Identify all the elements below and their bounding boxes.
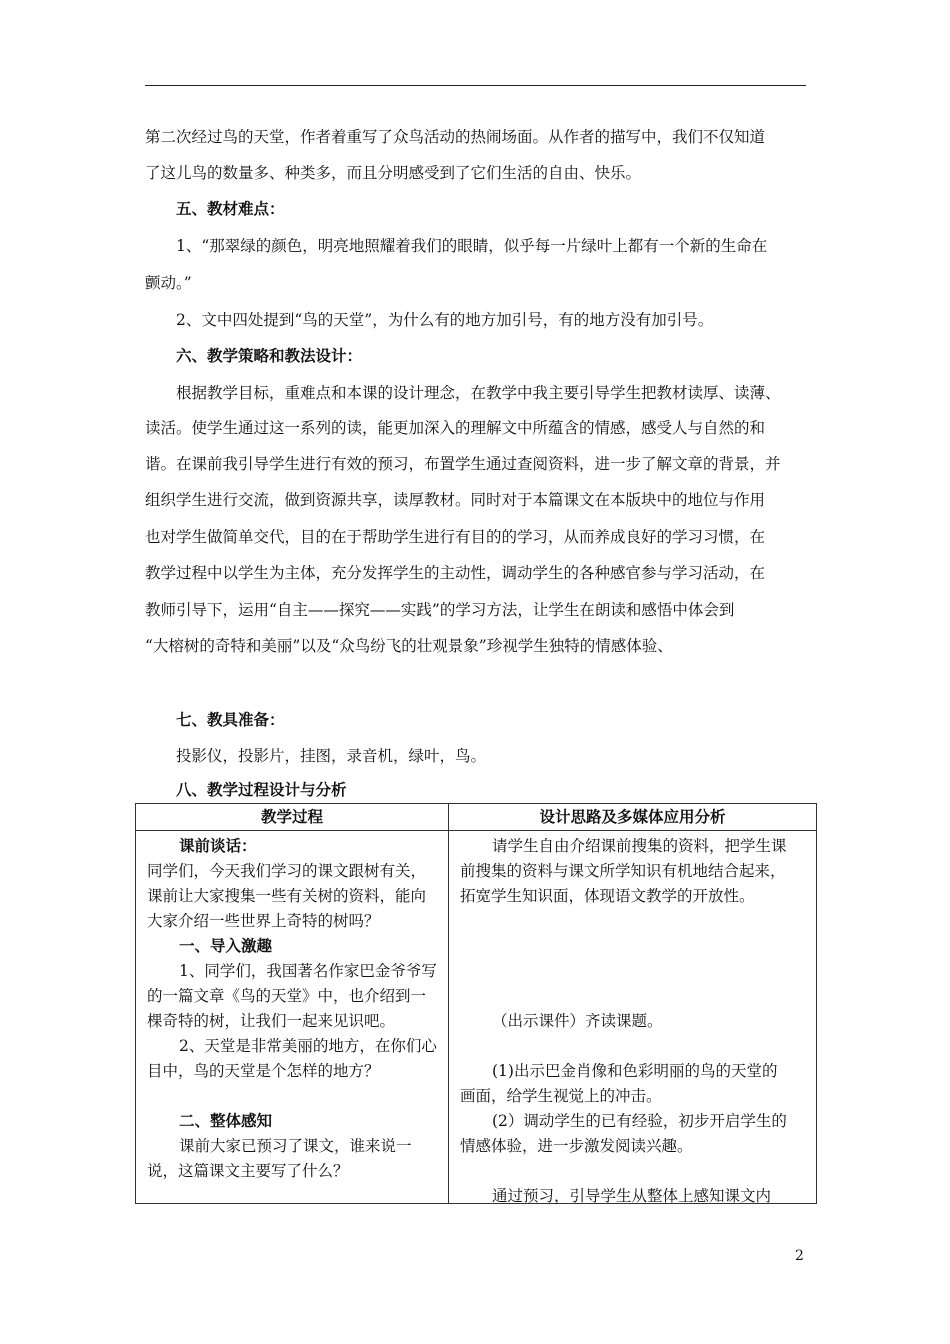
table-header-process: 教学过程	[136, 804, 449, 831]
pre-talk-line-3: 大家介绍一些世界上奇特的树吗？	[147, 912, 380, 930]
section7-text: 投影仪，投影片，挂图，录音机，绿叶，鸟。	[176, 747, 487, 765]
whole-line-2: 说，这篇课文主要写了什么？	[147, 1162, 349, 1180]
design-1-line-1: 请学生自由介绍课前搜集的资料，把学生课	[492, 837, 787, 855]
intro-2-line-2: 目中，鸟的天堂是个怎样的地方？	[147, 1062, 380, 1080]
design-5: 通过预习，引导学生从整体上感知课文内	[492, 1187, 772, 1205]
intro-2-line-1: 2、天堂是非常美丽的地方，在你们心	[179, 1037, 437, 1055]
process-cell	[136, 831, 449, 1204]
intro-heading: 一、导入激趣	[179, 936, 273, 955]
section6-line-7: 教师引导下，运用“自主——探究——实践”的学习方法，让学生在朗读和感悟中体会到	[145, 601, 735, 619]
section8-heading: 八、教学过程设计与分析	[176, 780, 347, 799]
intro-1-line-2: 的一篇文章《鸟的天堂》中，也介绍到一	[147, 987, 427, 1005]
table-header-row	[136, 804, 817, 831]
table-row	[136, 831, 817, 1204]
design-cell	[449, 831, 817, 1204]
body-line-2: 了这儿鸟的数量多、种类多，而且分明感受到了它们生活的自由、快乐。	[145, 164, 642, 182]
section5-item1-line2: 颤动。”	[145, 274, 192, 292]
table-header-design: 设计思路及多媒体应用分析	[449, 804, 817, 831]
design-4-line-1: (2）调动学生的已有经验，初步开启学生的	[492, 1112, 787, 1130]
process-table	[135, 803, 817, 1204]
section5-item2: 2、文中四处提到“鸟的天堂”，为什么有的地方加引号，有的地方没有加引号。	[176, 311, 714, 329]
pre-talk-line-2: 课前让大家搜集一些有关树的资料，能向	[147, 887, 427, 905]
whole-heading: 二、整体感知	[179, 1111, 273, 1130]
pre-talk-heading: 课前谈话：	[179, 836, 257, 855]
body-line-1: 第二次经过鸟的天堂，作者着重写了众鸟活动的热闹场面。从作者的描写中，我们不仅知道	[145, 128, 766, 146]
design-3-line-1: (1)出示巴金肖像和色彩明丽的鸟的天堂的	[492, 1062, 778, 1080]
design-1-line-3: 拓宽学生知识面，体现语文教学的开放性。	[460, 887, 755, 905]
design-3-line-2: 画面，给学生视觉上的冲击。	[460, 1087, 662, 1105]
header-rule	[145, 85, 806, 86]
intro-1-line-3: 棵奇特的树，让我们一起来见识吧。	[147, 1012, 396, 1030]
section6-line-6: 教学过程中以学生为主体，充分发挥学生的主动性，调动学生的各种感官参与学习活动，在	[145, 564, 766, 582]
section5-heading: 五、教材难点：	[176, 199, 285, 218]
design-1-line-2: 前搜集的资料与课文所学知识有机地结合起来，	[460, 862, 786, 880]
section6-line-1: 根据教学目标，重难点和本课的设计理念，在教学中我主要引导学生把教材读厚、读薄、	[176, 384, 781, 402]
section6-line-2: 读活。使学生通过这一系列的读，能更加深入的理解文中所蕴含的情感，感受人与自然的和	[145, 419, 766, 437]
design-2: （出示课件）齐读课题。	[492, 1012, 663, 1030]
section6-heading: 六、教学策略和教法设计：	[176, 346, 363, 365]
section5-item1-line1: 1、“那翠绿的颜色，明亮地照耀着我们的眼睛，似乎每一片绿叶上都有一个新的生命在	[176, 237, 768, 255]
section7-heading: 七、教具准备：	[176, 710, 285, 729]
design-4-line-2: 情感体验，进一步激发阅读兴趣。	[460, 1137, 693, 1155]
section6-line-4: 组织学生进行交流，做到资源共享，读厚教材。同时对于本篇课文在本版块中的地位与作用	[145, 491, 766, 509]
page-number: 2	[795, 1248, 804, 1264]
whole-line-1: 课前大家已预习了课文，谁来说一	[179, 1137, 412, 1155]
section6-line-5: 也对学生做简单交代，目的在于帮助学生进行有目的的学习，从而养成良好的学习习惯，在	[145, 528, 766, 546]
section6-line-3: 谐。在课前我引导学生进行有效的预习，布置学生通过查阅资料，进一步了解文章的背景，并	[145, 455, 781, 473]
pre-talk-line-1: 同学们，今天我们学习的课文跟树有关，	[147, 862, 427, 880]
intro-1-line-1: 1、同学们，我国著名作家巴金爷爷写	[179, 962, 437, 980]
section6-line-8: “大榕树的奇特和美丽”以及“众鸟纷飞的壮观景象”珍视学生独特的情感体验、	[145, 637, 673, 655]
